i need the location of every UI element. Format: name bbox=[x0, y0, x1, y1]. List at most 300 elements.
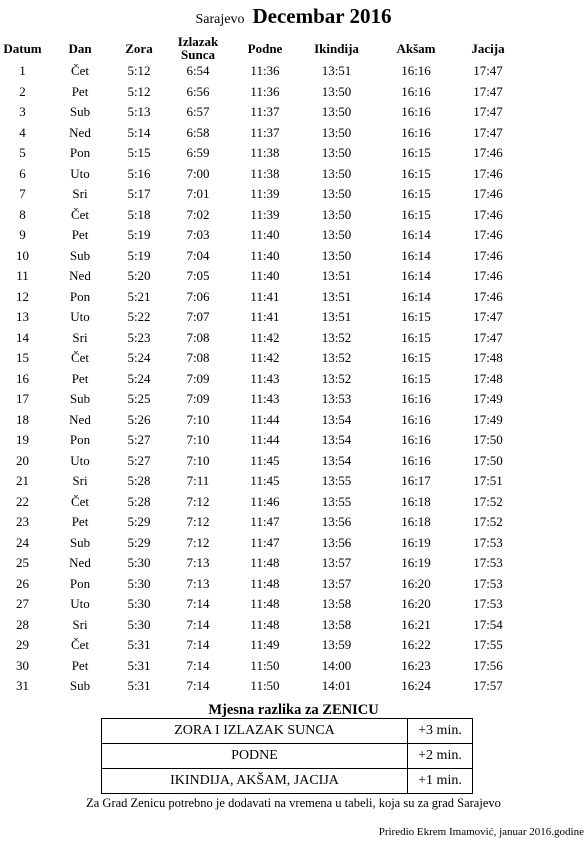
podne-cell: 11:50 bbox=[250, 657, 280, 673]
dan-cell: Sri bbox=[72, 616, 88, 632]
datum-cell: 19 bbox=[16, 432, 29, 447]
aksam-cell: 16:23 bbox=[401, 657, 431, 673]
dan-cell: Ned bbox=[69, 124, 91, 140]
datum-cell: 25 bbox=[16, 555, 29, 570]
zora-cell: 5:28 bbox=[127, 473, 151, 488]
table-row bbox=[0, 248, 520, 269]
zora-cell: 5:12 bbox=[127, 83, 151, 99]
aksam-cell: 16:17 bbox=[401, 473, 431, 488]
jacija-cell: 17:47 bbox=[473, 124, 503, 140]
izlazak-cell: 7:03 bbox=[186, 227, 210, 242]
datum-cell: 24 bbox=[16, 534, 29, 550]
zora-cell: 5:24 bbox=[127, 370, 151, 386]
ikindija-cell: 13:50 bbox=[321, 83, 352, 99]
izlazak-cell: 7:02 bbox=[186, 206, 210, 222]
header-izlazak-line2: Sunca bbox=[181, 47, 215, 62]
header-jacija: Jacija bbox=[471, 40, 505, 56]
dan-cell: Pon bbox=[69, 432, 91, 447]
podne-cell: 11:43 bbox=[250, 370, 280, 386]
header-izlazak-sunca bbox=[163, 33, 233, 63]
izlazak-cell: 7:14 bbox=[186, 596, 210, 611]
difference-row bbox=[102, 769, 473, 794]
ikindija-cell: 13:50 bbox=[321, 247, 352, 263]
header-aksam: Akšam bbox=[396, 40, 436, 56]
izlazak-cell: 6:58 bbox=[186, 124, 210, 140]
podne-cell: 11:40 bbox=[250, 268, 280, 283]
dan-cell: Čet bbox=[70, 63, 90, 78]
jacija-cell: 17:48 bbox=[473, 370, 503, 386]
izlazak-cell: 7:09 bbox=[186, 370, 210, 386]
table-row bbox=[0, 453, 520, 474]
table-row bbox=[0, 350, 520, 371]
podne-cell: 11:41 bbox=[250, 288, 280, 304]
difference-title: Mjesna razlika za ZENICU bbox=[208, 702, 379, 718]
table-row bbox=[0, 371, 520, 392]
zora-cell: 5:29 bbox=[127, 534, 151, 550]
ikindija-cell: 14:01 bbox=[321, 678, 352, 693]
ikindija-cell: 13:51 bbox=[321, 288, 352, 304]
podne-cell: 11:49 bbox=[250, 637, 280, 652]
table-row bbox=[0, 658, 520, 679]
datum-cell: 28 bbox=[16, 616, 29, 632]
ikindija-cell: 13:52 bbox=[321, 370, 352, 386]
jacija-cell: 17:49 bbox=[473, 411, 503, 427]
izlazak-cell: 6:56 bbox=[186, 83, 210, 99]
izlazak-cell: 7:10 bbox=[186, 411, 210, 427]
podne-cell: 11:43 bbox=[250, 391, 280, 406]
zora-cell: 5:14 bbox=[127, 124, 151, 140]
dan-cell: Pet bbox=[71, 657, 89, 673]
aksam-cell: 16:14 bbox=[401, 227, 431, 242]
dan-cell: Pon bbox=[69, 145, 91, 160]
jacija-cell: 17:47 bbox=[473, 83, 503, 99]
ikindija-cell: 13:59 bbox=[321, 637, 352, 652]
datum-cell: 2 bbox=[19, 83, 26, 99]
jacija-cell: 17:48 bbox=[473, 350, 503, 365]
jacija-cell: 17:54 bbox=[473, 616, 503, 632]
jacija-cell: 17:46 bbox=[473, 206, 503, 222]
difference-label: ZORA I IZLAZAK SUNCA bbox=[102, 719, 408, 744]
difference-value: +1 min. bbox=[408, 769, 473, 794]
zora-cell: 5:22 bbox=[127, 309, 151, 324]
zora-cell: 5:19 bbox=[127, 247, 151, 263]
dan-cell: Čet bbox=[70, 493, 90, 509]
jacija-cell: 17:46 bbox=[473, 247, 503, 263]
jacija-cell: 17:52 bbox=[473, 493, 503, 509]
table-row bbox=[0, 637, 520, 658]
dan-cell: Pon bbox=[69, 288, 91, 304]
podne-cell: 11:36 bbox=[250, 83, 280, 99]
ikindija-cell: 13:54 bbox=[321, 452, 352, 468]
month-title: Decembar 2016 bbox=[252, 4, 392, 28]
aksam-cell: 16:15 bbox=[401, 350, 431, 365]
ikindija-cell: 13:55 bbox=[321, 493, 352, 509]
izlazak-cell: 7:14 bbox=[186, 616, 210, 632]
dan-cell: Ned bbox=[69, 555, 91, 570]
datum-cell: 21 bbox=[16, 473, 29, 488]
datum-cell: 4 bbox=[19, 124, 26, 140]
ikindija-cell: 13:54 bbox=[321, 411, 352, 427]
aksam-cell: 16:19 bbox=[401, 534, 431, 550]
table-row bbox=[0, 145, 520, 166]
ikindija-cell: 13:52 bbox=[321, 350, 352, 365]
datum-cell: 17 bbox=[16, 391, 29, 406]
izlazak-cell: 7:14 bbox=[186, 657, 210, 673]
podne-cell: 11:41 bbox=[250, 309, 280, 324]
datum-cell: 5 bbox=[19, 145, 26, 160]
table-row bbox=[0, 166, 520, 187]
ikindija-cell: 13:50 bbox=[321, 227, 352, 242]
city-name: Sarajevo bbox=[195, 12, 245, 27]
izlazak-cell: 7:08 bbox=[186, 350, 210, 365]
aksam-cell: 16:15 bbox=[401, 309, 431, 324]
izlazak-cell: 7:13 bbox=[186, 575, 210, 591]
ikindija-cell: 13:50 bbox=[321, 206, 352, 222]
podne-cell: 11:45 bbox=[250, 452, 280, 468]
table-row bbox=[0, 555, 520, 576]
table-row bbox=[0, 678, 520, 699]
ikindija-cell: 13:52 bbox=[321, 329, 352, 345]
dan-cell: Sub bbox=[69, 678, 91, 693]
izlazak-cell: 7:10 bbox=[186, 432, 210, 447]
dan-cell: Pet bbox=[71, 370, 89, 386]
izlazak-cell: 7:04 bbox=[186, 247, 210, 263]
aksam-cell: 16:20 bbox=[401, 596, 431, 611]
datum-cell: 13 bbox=[16, 309, 29, 324]
izlazak-cell: 7:12 bbox=[186, 534, 210, 550]
ikindija-cell: 13:51 bbox=[321, 309, 352, 324]
difference-label: IKINDIJA, AKŠAM, JACIJA bbox=[102, 769, 408, 794]
ikindija-cell: 13:50 bbox=[321, 104, 352, 119]
zora-cell: 5:26 bbox=[127, 411, 151, 427]
datum-cell: 29 bbox=[16, 637, 29, 652]
datum-cell: 6 bbox=[19, 165, 26, 181]
jacija-cell: 17:50 bbox=[473, 432, 503, 447]
jacija-cell: 17:53 bbox=[473, 596, 503, 611]
aksam-cell: 16:24 bbox=[401, 678, 431, 693]
zora-cell: 5:30 bbox=[127, 575, 151, 591]
datum-cell: 3 bbox=[19, 104, 26, 119]
podne-cell: 11:39 bbox=[250, 186, 280, 201]
zora-cell: 5:17 bbox=[127, 186, 151, 201]
izlazak-cell: 7:13 bbox=[186, 555, 210, 570]
aksam-cell: 16:16 bbox=[401, 63, 431, 78]
podne-cell: 11:37 bbox=[250, 124, 280, 140]
podne-cell: 11:50 bbox=[250, 678, 280, 693]
aksam-cell: 16:16 bbox=[401, 83, 431, 99]
izlazak-cell: 7:12 bbox=[186, 514, 210, 529]
table-row bbox=[0, 473, 520, 494]
izlazak-cell: 6:59 bbox=[186, 145, 210, 160]
izlazak-cell: 7:06 bbox=[186, 288, 210, 304]
datum-cell: 14 bbox=[16, 329, 29, 345]
dan-cell: Uto bbox=[70, 596, 90, 611]
jacija-cell: 17:53 bbox=[473, 534, 503, 550]
table-row bbox=[0, 412, 520, 433]
aksam-cell: 16:15 bbox=[401, 206, 431, 222]
dan-cell: Čet bbox=[70, 206, 90, 222]
ikindija-cell: 13:53 bbox=[321, 391, 352, 406]
zora-cell: 5:27 bbox=[127, 432, 151, 447]
table-row bbox=[0, 104, 520, 125]
ikindija-cell: 13:51 bbox=[321, 268, 352, 283]
zora-cell: 5:16 bbox=[127, 165, 151, 181]
jacija-cell: 17:46 bbox=[473, 165, 503, 181]
ikindija-cell: 13:57 bbox=[321, 555, 352, 570]
datum-cell: 12 bbox=[16, 288, 29, 304]
aksam-cell: 16:20 bbox=[401, 575, 431, 591]
dan-cell: Pet bbox=[71, 83, 89, 99]
podne-cell: 11:48 bbox=[250, 616, 280, 632]
datum-cell: 31 bbox=[16, 678, 29, 693]
jacija-cell: 17:46 bbox=[473, 186, 503, 201]
dan-cell: Pet bbox=[71, 227, 89, 242]
table-row bbox=[0, 494, 520, 515]
datum-cell: 20 bbox=[16, 452, 29, 468]
izlazak-cell: 7:11 bbox=[186, 473, 210, 488]
ikindija-cell: 13:50 bbox=[321, 145, 352, 160]
aksam-cell: 16:14 bbox=[401, 268, 431, 283]
datum-cell: 22 bbox=[16, 493, 29, 509]
table-row bbox=[0, 227, 520, 248]
jacija-cell: 17:47 bbox=[473, 104, 503, 119]
izlazak-cell: 7:05 bbox=[186, 268, 210, 283]
ikindija-cell: 13:57 bbox=[321, 575, 352, 591]
jacija-cell: 17:52 bbox=[473, 514, 503, 529]
header-datum: Datum bbox=[3, 40, 42, 56]
izlazak-cell: 6:54 bbox=[186, 63, 210, 78]
dan-cell: Uto bbox=[70, 452, 90, 468]
difference-value: +3 min. bbox=[408, 719, 473, 744]
jacija-cell: 17:46 bbox=[473, 268, 503, 283]
podne-cell: 11:46 bbox=[250, 493, 280, 509]
table-row bbox=[0, 535, 520, 556]
jacija-cell: 17:47 bbox=[473, 329, 503, 345]
jacija-cell: 17:47 bbox=[473, 309, 503, 324]
podne-cell: 11:37 bbox=[250, 104, 280, 119]
credit-line: Priredio Ekrem Imamović, januar 2016.godine bbox=[378, 826, 584, 838]
difference-value: +2 min. bbox=[408, 744, 473, 769]
header-zora: Zora bbox=[125, 40, 153, 56]
aksam-cell: 16:16 bbox=[401, 452, 431, 468]
jacija-cell: 17:53 bbox=[473, 575, 503, 591]
table-row bbox=[0, 207, 520, 228]
table-row bbox=[0, 186, 520, 207]
aksam-cell: 16:16 bbox=[401, 411, 431, 427]
zora-cell: 5:25 bbox=[127, 391, 151, 406]
datum-cell: 16 bbox=[16, 370, 29, 386]
table-row bbox=[0, 514, 520, 535]
datum-cell: 26 bbox=[16, 575, 29, 591]
table-row bbox=[0, 330, 520, 351]
izlazak-cell: 7:12 bbox=[186, 493, 210, 509]
page-title bbox=[0, 4, 587, 29]
datum-cell: 1 bbox=[19, 63, 26, 78]
datum-cell: 10 bbox=[16, 247, 29, 263]
zora-cell: 5:30 bbox=[127, 555, 151, 570]
podne-cell: 11:48 bbox=[250, 555, 280, 570]
izlazak-cell: 7:14 bbox=[186, 637, 210, 652]
dan-cell: Sub bbox=[69, 247, 91, 263]
zora-cell: 5:18 bbox=[127, 206, 151, 222]
datum-cell: 7 bbox=[19, 186, 26, 201]
dan-cell: Sri bbox=[72, 186, 88, 201]
zora-cell: 5:28 bbox=[127, 493, 151, 509]
dan-cell: Čet bbox=[70, 637, 90, 652]
dan-cell: Sri bbox=[72, 473, 88, 488]
podne-cell: 11:36 bbox=[250, 63, 280, 78]
ikindija-cell: 13:58 bbox=[321, 616, 352, 632]
jacija-cell: 17:46 bbox=[473, 288, 503, 304]
datum-cell: 15 bbox=[16, 350, 29, 365]
aksam-cell: 16:16 bbox=[401, 432, 431, 447]
datum-cell: 9 bbox=[19, 227, 26, 242]
podne-cell: 11:47 bbox=[250, 534, 280, 550]
zora-cell: 5:29 bbox=[127, 514, 151, 529]
dan-cell: Čet bbox=[70, 350, 90, 365]
aksam-cell: 16:15 bbox=[401, 329, 431, 345]
table-body bbox=[0, 63, 520, 699]
podne-cell: 11:40 bbox=[250, 227, 280, 242]
ikindija-cell: 13:50 bbox=[321, 165, 352, 181]
aksam-cell: 16:18 bbox=[401, 493, 431, 509]
table-row bbox=[0, 289, 520, 310]
header-izlazak-line1: Izlazak bbox=[177, 34, 219, 49]
jacija-cell: 17:56 bbox=[473, 657, 503, 673]
zora-cell: 5:21 bbox=[127, 288, 151, 304]
podne-cell: 11:42 bbox=[250, 329, 280, 345]
zora-cell: 5:31 bbox=[127, 637, 151, 652]
podne-cell: 11:39 bbox=[250, 206, 280, 222]
datum-cell: 8 bbox=[19, 206, 26, 222]
table-row bbox=[0, 617, 520, 638]
jacija-cell: 17:47 bbox=[473, 63, 503, 78]
header-podne: Podne bbox=[247, 40, 283, 56]
izlazak-cell: 7:00 bbox=[186, 165, 210, 181]
zora-cell: 5:30 bbox=[127, 596, 151, 611]
aksam-cell: 16:14 bbox=[401, 288, 431, 304]
izlazak-cell: 7:10 bbox=[186, 452, 210, 468]
table-row bbox=[0, 63, 520, 84]
podne-cell: 11:48 bbox=[250, 596, 280, 611]
dan-cell: Pon bbox=[69, 575, 91, 591]
header-dan: Dan bbox=[68, 40, 92, 56]
aksam-cell: 16:22 bbox=[401, 637, 431, 652]
izlazak-cell: 7:01 bbox=[186, 186, 210, 201]
aksam-cell: 16:16 bbox=[401, 104, 431, 119]
zora-cell: 5:12 bbox=[127, 63, 151, 78]
podne-cell: 11:38 bbox=[250, 145, 280, 160]
datum-cell: 11 bbox=[16, 268, 29, 283]
podne-cell: 11:48 bbox=[250, 575, 280, 591]
podne-cell: 11:38 bbox=[250, 165, 280, 181]
podne-cell: 11:45 bbox=[250, 473, 280, 488]
jacija-cell: 17:49 bbox=[473, 391, 503, 406]
jacija-cell: 17:53 bbox=[473, 555, 503, 570]
datum-cell: 18 bbox=[16, 411, 29, 427]
table-row bbox=[0, 596, 520, 617]
aksam-cell: 16:15 bbox=[401, 370, 431, 386]
table-row bbox=[0, 432, 520, 453]
aksam-cell: 16:21 bbox=[401, 616, 431, 632]
izlazak-cell: 7:09 bbox=[186, 391, 210, 406]
jacija-cell: 17:46 bbox=[473, 145, 503, 160]
difference-row bbox=[102, 719, 473, 744]
podne-cell: 11:40 bbox=[250, 247, 280, 263]
table-row bbox=[0, 576, 520, 597]
prayer-times-table bbox=[0, 33, 520, 699]
podne-cell: 11:44 bbox=[250, 432, 280, 447]
table-row bbox=[0, 84, 520, 105]
dan-cell: Sri bbox=[72, 329, 88, 345]
aksam-cell: 16:19 bbox=[401, 555, 431, 570]
zora-cell: 5:27 bbox=[127, 452, 151, 468]
dan-cell: Ned bbox=[69, 411, 91, 427]
podne-cell: 11:47 bbox=[250, 514, 280, 529]
header-row bbox=[0, 33, 520, 63]
ikindija-cell: 13:50 bbox=[321, 124, 352, 140]
izlazak-cell: 7:07 bbox=[186, 309, 210, 324]
zora-cell: 5:13 bbox=[127, 104, 151, 119]
aksam-cell: 16:15 bbox=[401, 165, 431, 181]
table-row bbox=[0, 391, 520, 412]
difference-table bbox=[101, 718, 473, 794]
zora-cell: 5:31 bbox=[127, 657, 151, 673]
header-ikindija: Ikindija bbox=[314, 40, 359, 56]
ikindija-cell: 13:54 bbox=[321, 432, 352, 447]
dan-cell: Pet bbox=[71, 514, 89, 529]
izlazak-cell: 7:14 bbox=[186, 678, 210, 693]
aksam-cell: 16:15 bbox=[401, 186, 431, 201]
izlazak-cell: 6:57 bbox=[186, 104, 210, 119]
ikindija-cell: 13:55 bbox=[321, 473, 352, 488]
aksam-cell: 16:14 bbox=[401, 247, 431, 263]
zora-cell: 5:30 bbox=[127, 616, 151, 632]
aksam-cell: 16:15 bbox=[401, 145, 431, 160]
ikindija-cell: 13:50 bbox=[321, 186, 352, 201]
dan-cell: Sub bbox=[69, 104, 91, 119]
aksam-cell: 16:16 bbox=[401, 391, 431, 406]
ikindija-cell: 13:51 bbox=[321, 63, 352, 78]
jacija-cell: 17:46 bbox=[473, 227, 503, 242]
zora-cell: 5:31 bbox=[127, 678, 151, 693]
aksam-cell: 16:18 bbox=[401, 514, 431, 529]
difference-row bbox=[102, 744, 473, 769]
podne-cell: 11:42 bbox=[250, 350, 280, 365]
jacija-cell: 17:50 bbox=[473, 452, 503, 468]
zora-cell: 5:23 bbox=[127, 329, 151, 345]
jacija-cell: 17:55 bbox=[473, 637, 503, 652]
datum-cell: 27 bbox=[16, 596, 29, 611]
dan-cell: Ned bbox=[69, 268, 91, 283]
ikindija-cell: 13:56 bbox=[321, 534, 352, 550]
dan-cell: Uto bbox=[70, 309, 90, 324]
datum-cell: 30 bbox=[16, 657, 29, 673]
difference-note: Za Grad Zenicu potrebno je dodavati na vremena u tabeli, koja su za grad Sarajevo bbox=[86, 796, 501, 810]
jacija-cell: 17:51 bbox=[473, 473, 503, 488]
zora-cell: 5:24 bbox=[127, 350, 151, 365]
izlazak-cell: 7:08 bbox=[186, 329, 210, 345]
podne-cell: 11:44 bbox=[250, 411, 280, 427]
table-row bbox=[0, 125, 520, 146]
jacija-cell: 17:57 bbox=[473, 678, 503, 693]
zora-cell: 5:15 bbox=[127, 145, 151, 160]
table-row bbox=[0, 309, 520, 330]
table-row bbox=[0, 268, 520, 289]
ikindija-cell: 13:56 bbox=[321, 514, 352, 529]
dan-cell: Sub bbox=[69, 534, 91, 550]
dan-cell: Uto bbox=[70, 165, 90, 181]
